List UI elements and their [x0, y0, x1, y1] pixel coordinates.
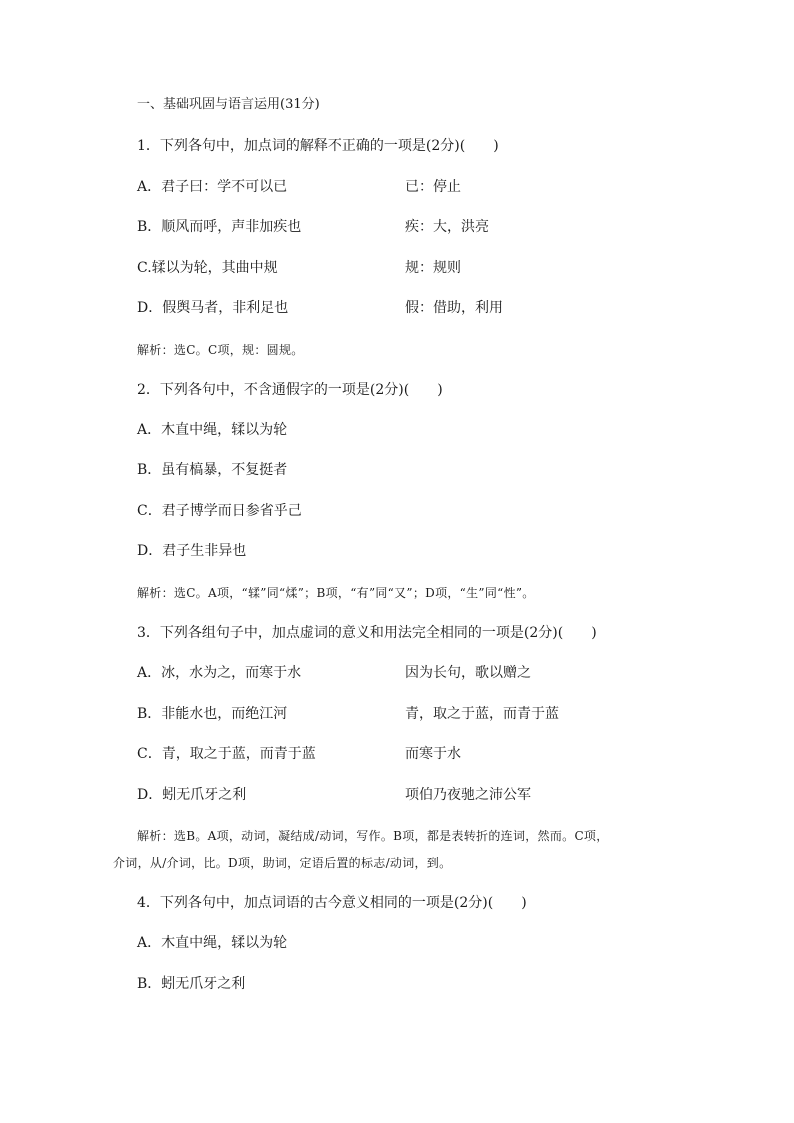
q3-option-c-left: C．青，取之于蓝，而青于蓝 [137, 746, 316, 762]
q1-option-c: C.𫐓以为轮，其曲中规 [137, 260, 278, 276]
q2-option-c: C．君子博学而日参省乎己 [137, 503, 302, 519]
q1-option-c-explanation: 规：规则 [405, 260, 461, 276]
q2-analysis: 解析：选C。A项，“𫐓”同“煣”；B项，“有”同“又”；D项，“生”同“性”。 [137, 586, 535, 600]
question-4-stem: 4．下列各句中，加点词语的古今意义相同的一项是(2分)( ) [137, 895, 527, 911]
q3-option-b-left: B．非能水也，而绝江河 [137, 706, 288, 722]
q1-option-a: A．君子曰：学不可以已 [137, 179, 288, 195]
q4-option-b: B．蚓无爪牙之利 [137, 976, 246, 992]
q2-option-a: A．木直中绳，𫐓以为轮 [137, 422, 288, 438]
q2-option-b: B．虽有槁暴，不复挺者 [137, 462, 288, 478]
q3-option-a-left: A．冰，水为之，而寒于水 [137, 665, 302, 681]
question-1-stem: 1．下列各句中，加点词的解释不正确的一项是(2分)( ) [137, 138, 499, 154]
q3-option-d-right: 项伯乃夜驰之沛公军 [405, 787, 531, 803]
q1-option-b-explanation: 疾：大，洪亮 [405, 219, 489, 235]
q3-option-a-right: 因为长句，歌以赠之 [405, 665, 531, 681]
q3-analysis-line-1: 解析：选B。A项，动词，凝结成/动词，写作。B项，都是表转折的连词，然而。C项， [137, 829, 609, 843]
q4-option-a: A．木直中绳，𫐓以为轮 [137, 935, 288, 951]
section-title: 一、基础巩固与语言运用(31分) [137, 97, 320, 112]
q3-option-c-right: 而寒于水 [405, 746, 461, 762]
question-3-stem: 3．下列各组句子中，加点虚词的意义和用法完全相同的一项是(2分)( ) [137, 625, 597, 641]
q3-option-d-left: D．蚓无爪牙之利 [137, 787, 247, 803]
question-2-stem: 2．下列各句中，不含通假字的一项是(2分)( ) [137, 382, 443, 398]
q3-analysis-line-2: 介词，从/介词，比。D项，助词，定语后置的标志/动词，到。 [113, 856, 452, 870]
q1-option-a-explanation: 已：停止 [405, 179, 461, 195]
q1-option-b: B．顺风而呼，声非加疾也 [137, 219, 302, 235]
q1-option-d-explanation: 假：借助，利用 [405, 300, 503, 316]
q3-option-b-right: 青，取之于蓝，而青于蓝 [405, 706, 559, 722]
q1-analysis: 解析：选C。C项，规：圆规。 [137, 343, 304, 357]
q1-option-d: D．假舆马者，非利足也 [137, 300, 289, 316]
q2-option-d: D．君子生非异也 [137, 543, 247, 559]
